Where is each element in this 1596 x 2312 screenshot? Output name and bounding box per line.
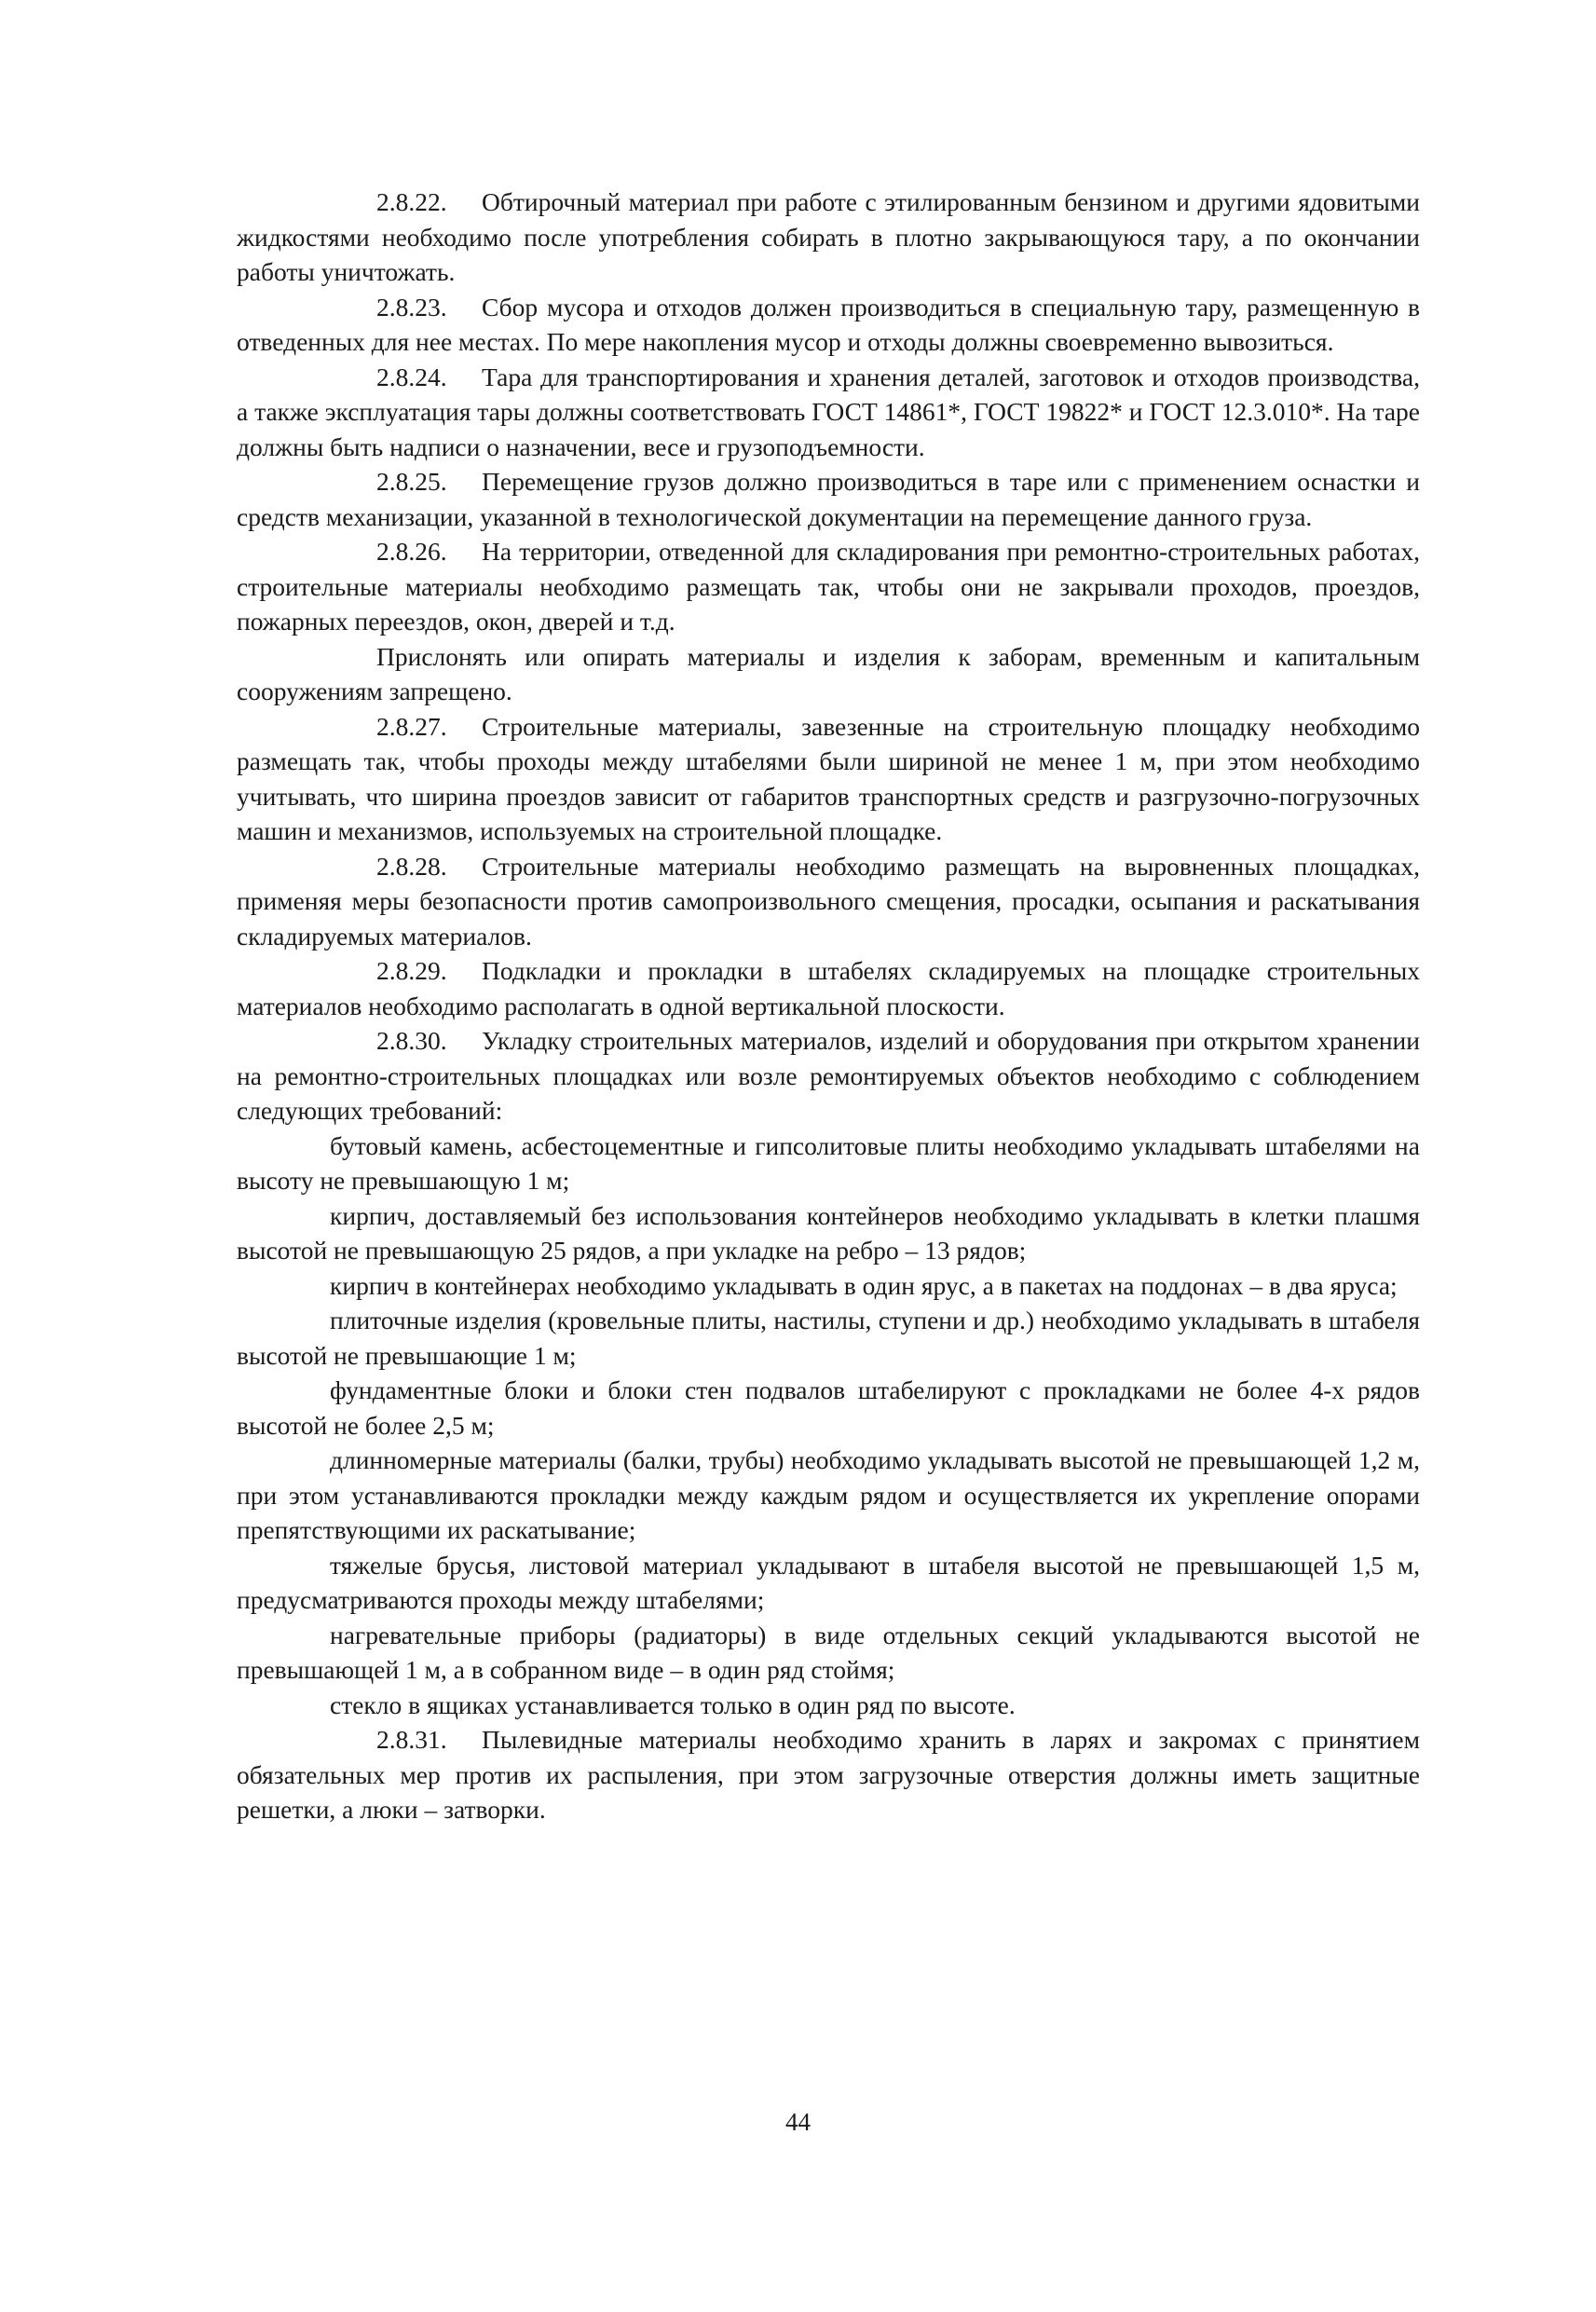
list-item: стекло в ящиках устанавливается только в один ряд по высоте.	[330, 1690, 1016, 1719]
paragraph-2-8-26	[237, 534, 1420, 639]
paragraph-2-8-29	[237, 953, 1420, 1023]
paragraph-2-8-24	[237, 360, 1420, 465]
list-item: тяжелые брусья, листовой материал укладывают в штабеля высотой не превышающей 1,5 м, предусматриваются проходы между штабелями;	[237, 1550, 1420, 1614]
list-item: кирпич, доставляемый без использования контейнеров необходимо укладывать в клетки плашмя высотой не превышающую 25 рядов, а при укладке на ребро – 13 рядов;	[237, 1200, 1420, 1265]
list-item: фундаментные блоки и блоки стен подвалов штабелируют с прокладками не более 4-х рядов высотой не более 2,5 м;	[237, 1375, 1420, 1440]
paragraph-2-8-23	[237, 290, 1420, 360]
paragraph-2-8-22	[237, 185, 1420, 290]
paragraph-2-8-31	[237, 1722, 1420, 1827]
list-item: кирпич в контейнерах необходимо укладывать в один ярус, а в пакетах на поддонах – в два яруса;	[330, 1270, 1398, 1300]
list-item: нагревательные приборы (радиаторы) в виде отдельных секций укладываются высотой не превышающей 1 м, а в собранном виде – в один ряд стоймя;	[237, 1620, 1420, 1684]
section-number: 2.8.28.	[376, 851, 447, 881]
section-number: 2.8.23.	[376, 292, 447, 321]
paragraph-text: Строительные материалы необходимо размещать на выровненных площадках, применяя меры безопасности против самопроизвольного смещения, просадки, осыпания и раскатывания складируемых материалов.	[237, 851, 1420, 951]
section-number: 2.8.24.	[376, 362, 447, 391]
paragraph-text: Обтирочный материал при работе с этилированным бензином и другими ядовитыми жидкостями необходимо после употребления собирать в плотно закрывающуюся тару, а по окончании работы уничтожать.	[237, 187, 1420, 286]
paragraph-2-8-27	[237, 709, 1420, 849]
paragraph-text: Прислонять или опирать материалы и изделия к заборам, временным и капитальным сооружениям запрещено.	[237, 641, 1420, 705]
paragraph-text: Тара для транспортирования и хранения деталей, заготовок и отходов производства, а также эксплуатация тары должны соответствовать ГОСТ 14861*, ГОСТ 19822* и ГОСТ 12.3.010*. На таре должны быть надписи о назначении, весе и грузоподъемности.	[237, 362, 1420, 461]
paragraph-text: Укладку строительных материалов, изделий и оборудования при открытом хранении на ремонтно-строительных площадках или возле ремонтируемых объектов необходимо с соблюдением следующих требований:	[237, 1026, 1420, 1125]
list-item: бутовый камень, асбестоцементные и гипсолитовые плиты необходимо укладывать штабелями на высоту не превышающую 1 м;	[237, 1130, 1420, 1195]
section-number: 2.8.30.	[376, 1026, 447, 1055]
section-number: 2.8.25.	[376, 467, 447, 496]
paragraph-prohibition	[237, 639, 1420, 709]
paragraph-2-8-30	[237, 1023, 1420, 1129]
section-number: 2.8.27.	[376, 711, 447, 741]
list-item: длинномерные материалы (балки, трубы) необходимо укладывать высотой не превышающей 1,2 м, при этом устанавливаются прокладки между каждым рядом и осуществляется их укрепление опорами препятствующими их раскатывание;	[237, 1445, 1420, 1544]
paragraph-text: На территории, отведенной для складирования при ремонтно-строительных работах, строительные материалы необходимо размещать так, чтобы они не закрывали проходов, проездов, пожарных переездов, окон, дверей и т.д.	[237, 537, 1420, 636]
list-item: плиточные изделия (кровельные плиты, настилы, ступени и др.) необходимо укладывать в штабеля высотой не превышающие 1 м;	[237, 1306, 1420, 1370]
section-number: 2.8.22.	[376, 187, 447, 216]
section-number: 2.8.29.	[376, 956, 447, 985]
paragraph-2-8-28	[237, 849, 1420, 954]
paragraph-text: Пылевидные материалы необходимо хранить в ларях и закромах с принятием обязательных мер против их распыления, при этом загрузочные отверстия должны иметь защитные решетки, а люки – затворки.	[237, 1725, 1420, 1824]
section-number: 2.8.31.	[376, 1725, 447, 1754]
section-number: 2.8.26.	[376, 537, 447, 566]
paragraph-text: Сбор мусора и отходов должен производиться в специальную тару, размещенную в отведенных для нее местах. По мере накопления мусор и отходы должны своевременно вывозиться.	[237, 292, 1420, 356]
page-number: 44	[785, 2108, 811, 2136]
paragraph-text: Строительные материалы, завезенные на строительную площадку необходимо размещать так, чтобы проходы между штабелями были шириной не менее 1 м, при этом необходимо учитывать, что ширина проездов зависит от габаритов транспортных средств и разгрузочно-погрузочных машин и механизмов, используемых на строительной площадке.	[237, 711, 1420, 845]
paragraph-text: Подкладки и прокладки в штабелях складируемых на площадке строительных материалов необходимо располагать в одной вертикальной плоскости.	[237, 956, 1420, 1020]
document-body	[237, 185, 1420, 1827]
paragraph-text: Перемещение грузов должно производиться в таре или с применением оснастки и средств механизации, указанной в технологической документации на перемещение данного груза.	[237, 467, 1420, 531]
paragraph-2-8-25	[237, 464, 1420, 534]
